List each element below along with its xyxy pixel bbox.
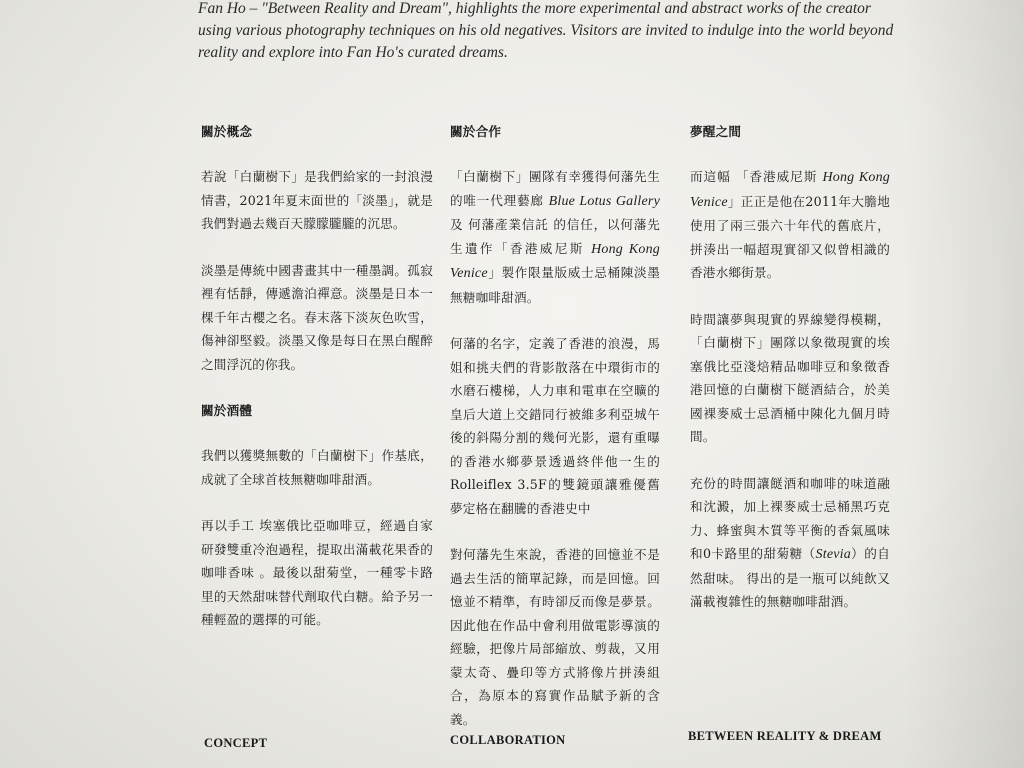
gallery-name: Blue Lotus Gallery <box>548 193 660 209</box>
collaboration-column <box>450 120 660 754</box>
between-p1-part-a: 而這幅 「香港威尼斯 <box>690 169 823 184</box>
between-p3-part-b: ）的自然甜味。 得出的是一瓶可以純飲又滿載複雜性的無糖咖啡甜酒。 <box>690 546 891 609</box>
liquid-paragraph-2: 再以手工 埃塞俄比亞咖啡豆，經過自家研發雙重冷泡過程，提取出滿載花果香的咖啡香味 。最後以甜菊堂，一種零卡路里的天然甜味替代劑取代白糖。給予另一種輕盈的選擇的可能。 <box>201 518 433 627</box>
artwork-title-2: Hong Kong Venice <box>690 170 890 210</box>
stevia-term: Stevia <box>815 547 851 562</box>
concept-column <box>201 120 433 655</box>
intro-line-3: reality and explore into Fan Ho's curated dreams. <box>198 44 508 61</box>
between-paragraph-2: 時間讓夢與現實的界線變得模糊，「白蘭樹下」團隊以象徵現實的埃塞俄比亞淺焙精品咖啡豆和象徵香港回憶的白蘭樹下餸酒結合，於美國裸麥威士忌酒桶中陳化九個月時間。 <box>690 311 890 444</box>
footer-concept: CONCEPT <box>204 736 268 750</box>
footer-between: BETWEEN REALITY & DREAM <box>688 729 882 743</box>
artwork-title: Hong Kong Venice <box>450 241 660 281</box>
intro-text <box>198 0 898 64</box>
between-p1-part-b: 」正正是他在2011年大膽地使用了兩三張六十年代的舊底片，拼湊出一幅超現實卻又似曾相識的香港水鄉街景。 <box>690 193 890 280</box>
collaboration-paragraph-1 <box>450 165 660 309</box>
liquid-heading: 關於酒體 <box>201 403 253 418</box>
concept-paragraph-1: 若說「白蘭樹下」是我們給家的一封浪漫情書，2021年夏末面世的「淡墨」，就是我們對過去幾百天朦朦朧朧的沉思。 <box>201 169 433 231</box>
footer-collaboration: COLLABORATION <box>450 733 566 747</box>
collaboration-heading: 關於合作 <box>450 124 502 139</box>
concept-paragraph-2: 淡墨是傳統中國書畫其中一種墨調。孤寂裡有恬靜，傳遞澹泊禪意。淡墨是日本一棵千年古櫻之名。春末落下淡灰色吹雪，傷神卻堅毅。淡墨又像是每日在黑白醒醉之間浮沉的你我。 <box>201 262 433 372</box>
intro-line-1: Fan Ho – "Between Reality and Dream", highlights the more experimental and abstract works of the creator <box>198 0 871 17</box>
intro-line-2: using various photography techniques on his old negatives. Visitors are invited to indulge into the world beyond <box>198 22 894 39</box>
between-paragraph-3 <box>690 472 890 614</box>
collaboration-paragraph-3: 對何藩先生來說，香港的回憶並不是過去生活的簡單記錄，而是回憶。回憶並不精準，有時卻反而像是夢景。因此他在作品中會利用做電影導演的經驗，把像片局部縮放、剪裁，又用蒙太奇、疊印等方式將像片拼湊組合，為原本的寫實作品賦予新的含義。 <box>450 547 660 727</box>
collab-p1-part-b: 及 何藩產業信託 的信任，以何藩先生遺作「香港威尼斯 <box>450 217 660 256</box>
collaboration-paragraph-2: 何藩的名字，定義了香港的浪漫，馬姐和挑夫們的背影散落在中環街市的水磨石樓梯，人力車和電車在空曠的皇后大道上交錯同行被維多利亞城午後的斜陽分割的幾何光影，還有重曝的香港水鄉夢景透過終伴他一生的Rolleiflex 3.5F的雙鏡頭讓雅優舊夢定格在翻騰的香港史中 <box>450 336 660 516</box>
concept-heading: 關於概念 <box>201 124 253 139</box>
between-column <box>690 120 890 637</box>
between-p3-part-a: 充份的時間讓餸酒和咖啡的味道融和沈澱，加上裸麥威士忌桶黑巧克力、蜂蜜與木質等平衡的香氣風味和0卡路里的甜菊糖（ <box>690 475 890 561</box>
collab-p1-part-a: 「白蘭樹下」團隊有幸獲得何藩先生的唯一代理藝廊 <box>450 169 660 208</box>
between-heading: 夢醒之間 <box>690 124 742 139</box>
collab-p1-part-c: 」製作限量版威士忌桶陳淡墨無糖咖啡甜酒。 <box>450 265 660 305</box>
between-paragraph-1 <box>690 165 890 285</box>
liquid-paragraph-1: 我們以獲獎無數的「白蘭樹下」作基底，成就了全球首枝無糖咖啡甜酒。 <box>201 448 433 487</box>
